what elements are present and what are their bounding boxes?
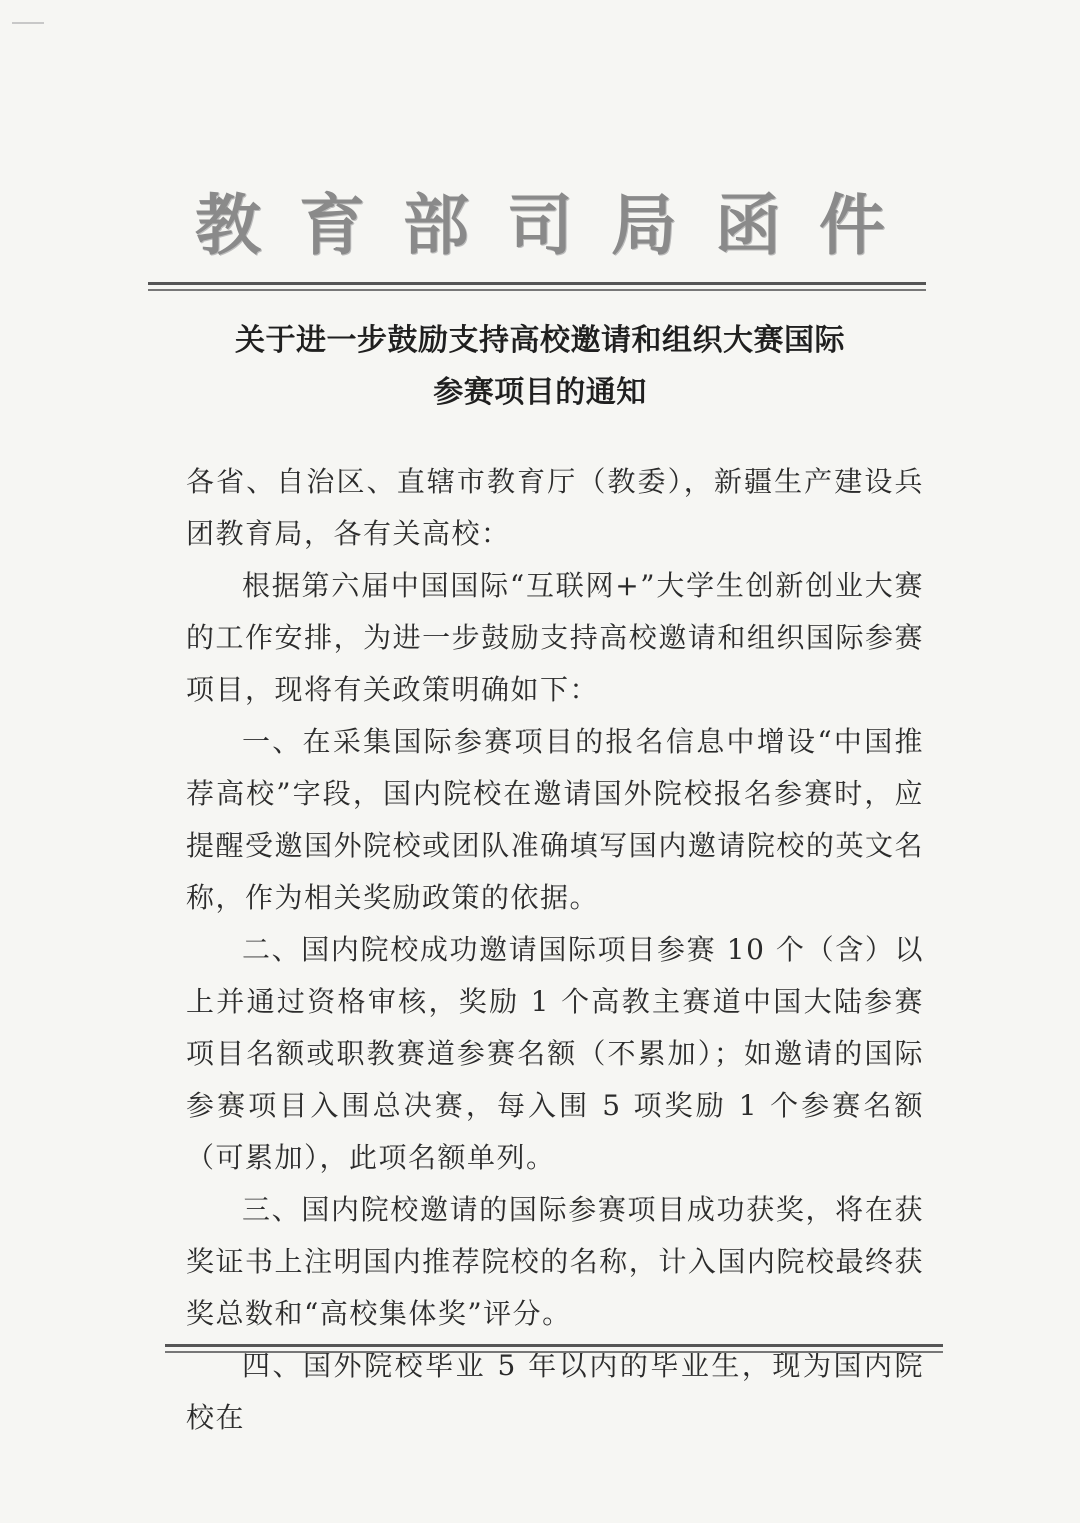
document-body [186, 456, 924, 1444]
salutation: 各省、自治区、直辖市教育厅（教委），新疆生产建设兵团教育局，各有关高校： [186, 465, 924, 550]
intro-paragraph: 根据第六届中国国际“互联网+”大学生创新创业大赛的工作安排，为进一步鼓励支持高校邀请和组织国际参赛项目，现将有关政策明确如下： [186, 569, 924, 706]
letterhead-char: 件 [819, 186, 885, 264]
letterhead-char: 司 [507, 186, 573, 264]
policy-item-3: 三、国内院校邀请的国际参赛项目成功获奖，将在获奖证书上注明国内推荐院校的名称，计入国内院校最终获奖总数和“高校集体奖”评分。 [186, 1193, 924, 1330]
letterhead-char: 部 [403, 186, 469, 264]
letterhead-char: 局 [611, 186, 677, 264]
policy-item-1: 一、在采集国际参赛项目的报名信息中增设“中国推荐高校”字段，国内院校在邀请国外院校报名参赛时，应提醒受邀国外院校或团队准确填写国内邀请院校的英文名称，作为相关奖励政策的依据。 [186, 725, 924, 914]
scan-mark [12, 22, 44, 24]
document-title-line-2: 参赛项目的通知 [433, 375, 647, 410]
letterhead-char: 育 [299, 186, 365, 264]
letterhead-divider [148, 282, 926, 291]
footer-divider [165, 1344, 943, 1353]
policy-item-2: 二、国内院校成功邀请国际项目参赛 10 个（含）以上并通过资格审核，奖励 1 个高教主赛道中国大陆参赛项目名额或职教赛道参赛名额（不累加）；如邀请的国际参赛项目入围总决赛，每入围 5 项奖励 1 个参赛名额（可累加），此项名额单列。 [186, 933, 924, 1174]
policy-item-4: 四、国外院校毕业 5 年以内的毕业生，现为国内院校在 [186, 1349, 924, 1434]
letterhead [150, 180, 930, 270]
document-title-line-1: 关于进一步鼓励支持高校邀请和组织大赛国际 [235, 323, 845, 358]
letterhead-char: 教 [195, 186, 261, 264]
letterhead-char: 函 [715, 186, 781, 264]
